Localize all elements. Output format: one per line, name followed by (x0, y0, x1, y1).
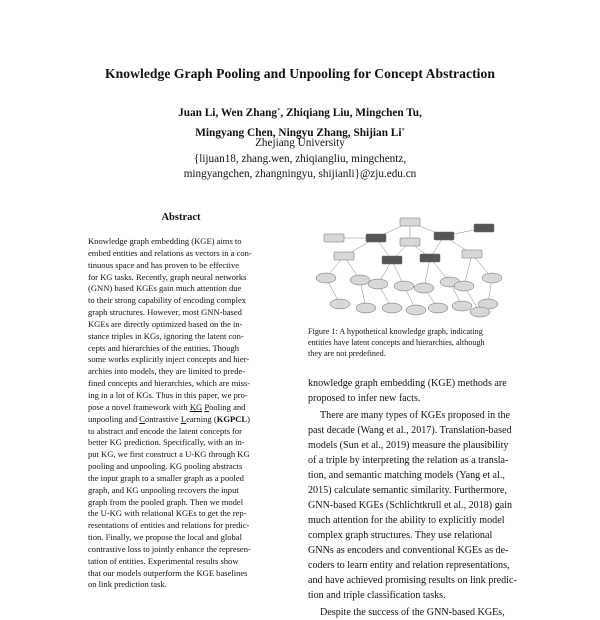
underlined-run: KG (189, 401, 203, 412)
corresponding-mark: * (401, 127, 405, 134)
abstract-line: the input graph to a smaller graph as a pooled (88, 472, 244, 483)
abstract-line: archies into models, they are limited to prede- (88, 366, 246, 377)
abstract-line: stance triples in KGs, ignoring the latent con- (88, 330, 244, 341)
intro-line: complex graph structures. They use relational (308, 530, 493, 541)
affiliation-block (120, 136, 480, 183)
intro-line: and have achieved promising results on link predic- (308, 575, 517, 586)
abstract-line: Knowledge graph embedding (KGE) aims to (88, 236, 242, 246)
text-run: earning ( (186, 413, 217, 424)
abstract-line: (GNN) based KGEs gain much attention due (88, 283, 242, 294)
caption-line: they are not predefined. (308, 349, 386, 359)
intro-line: much attention for the ability to explicitly model (308, 515, 505, 526)
abstract-line: to their strong capability of encoding complex (88, 295, 247, 306)
abstract-line-kgpcl-1 (88, 402, 276, 414)
knowledge-graph-figure (304, 208, 516, 320)
abstract-line: embed entities and relations as vectors in a con- (88, 247, 252, 258)
abstract-line: tation of entities. Experimental results show (88, 555, 239, 566)
intro-line: GNN-based KGEs (Schlichtkrull et al., 2018) gain (308, 500, 513, 511)
abstract-line: the U-KG with relational KGEs to get the rep- (88, 508, 247, 519)
abstract-heading: Abstract (161, 212, 201, 223)
corresponding-mark: * (277, 107, 281, 114)
authors-line-1 (100, 102, 500, 122)
abstract-line: graph, and KG unpooling recovers the input (88, 484, 239, 495)
abstract-line: put KG, we first construct a U-KG through KG (88, 449, 250, 460)
abstract-line: for KG tasks. Recently, graph neural networks (88, 271, 247, 282)
intro-line: coders to learn entity and relation representations, (308, 560, 510, 571)
kgpcl-acronym: KGPCL (216, 413, 248, 424)
intro-line: There are many types of KGEs proposed in the (320, 410, 511, 421)
text-run: pose a novel framework with (88, 401, 190, 412)
intro-line: past decade (Wang et al., 2017). Translation-based (308, 425, 512, 436)
underlined-run: L (180, 413, 187, 424)
emails-line-2: mingyangchen, zhangningyu, shijianli}@zju.edu.cn (183, 168, 417, 180)
intro-line: 2015) calculate semantic similarity. Furthermore, (308, 485, 507, 496)
abstract-line: on link prediction task. (88, 579, 167, 590)
text-run: ) (247, 413, 250, 424)
abstract-line-kgpcl-2 (88, 414, 276, 426)
underlined-run: P (204, 401, 210, 412)
figure-caption (308, 326, 514, 360)
abstract-line: ing in a lot of KGs. Thus in this paper, we pro- (88, 389, 248, 400)
abstract-body (88, 236, 276, 591)
author-names-b: , Zhiqiang Liu, Mingchen Tu, (280, 107, 422, 119)
abstract-line: some works explicitly inject concepts and hier- (88, 354, 250, 365)
author-names-c: Mingyang Chen, Ningyu Zhang, Shijian Li (195, 127, 402, 139)
abstract-line: better KG prediction. Specifically, with an in- (88, 437, 245, 448)
abstract-line: cepts and hierarchies of the entities. Though (88, 342, 240, 353)
text-run: ooling and (209, 401, 246, 412)
intro-line: knowledge graph embedding (KGE) methods are (308, 378, 507, 389)
affiliation: Zhejiang University (255, 137, 345, 149)
intro-line: proposed to infer new facts. (308, 393, 421, 404)
intro-line: models (Sun et al., 2019) measure the plausibility (308, 440, 509, 451)
text-run: unpooling and (88, 413, 140, 424)
abstract-line: KGEs are directly optimized based on the in- (88, 318, 243, 329)
abstract-line: resentations of entities and relations for predic- (88, 520, 250, 531)
underlined-run: C (139, 413, 145, 424)
intro-line: of a triple by interpreting the relation as a transla- (308, 455, 509, 466)
abstract-line: tinuous space and has proven to be effective (88, 259, 240, 270)
abstract-line: that our models outperform the KGE baselines (88, 567, 248, 578)
intro-line: GNNs as encoders and conventional KGEs as de- (308, 545, 509, 556)
intro-line: tion and triple classification tasks. (308, 590, 446, 601)
caption-line: Figure 1: A hypothetical knowledge graph, indicating (308, 327, 483, 336)
intro-line: Despite the success of the GNN-based KGEs, (320, 607, 505, 618)
abstract-line: to abstract and encode the latent concepts for (88, 425, 243, 436)
abstract-line: fined concepts and hierarchies, which are miss- (88, 378, 251, 389)
introduction-text (308, 376, 517, 620)
abstract-line: tion. Finally, we propose the local and global (88, 532, 242, 543)
abstract-line: contrastive loss to jointly enhance the represen- (88, 543, 251, 554)
figure-edges (326, 222, 492, 312)
abstract-line: graph structures. However, most GNN-based (88, 307, 242, 318)
intro-line: tion, and semantic matching models (Yang et al., (308, 470, 505, 481)
emails-line-1: {lijuan18, zhang.wen, zhiqiangliu, mingchentz, (193, 152, 407, 165)
paper-title: Knowledge Graph Pooling and Unpooling for Concept Abstraction (105, 66, 495, 81)
caption-line: entities have latent concepts and hierarchies, although (308, 338, 485, 348)
text-run: ontrastive (144, 413, 181, 424)
abstract-line: pooling and unpooling. KG pooling abstracts (88, 461, 243, 472)
abstract-line: graph from the pooled graph. Then we model (88, 496, 244, 507)
author-names-a: Juan Li, Wen Zhang (178, 107, 278, 119)
